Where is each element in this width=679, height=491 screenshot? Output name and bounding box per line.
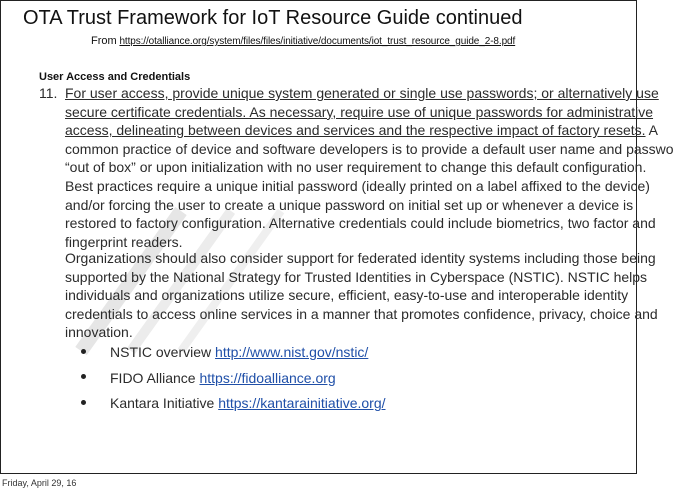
- kantara-link[interactable]: https://kantarainitiative.org/: [218, 395, 386, 411]
- paragraph-line: restored to factory configuration. Alternative credentials could include biometrics, two factor and: [65, 215, 656, 232]
- list-item: [81, 344, 386, 370]
- nstic-link[interactable]: http://www.nist.gov/nstic/: [215, 344, 369, 360]
- paragraph-line: fingerprint readers.: [65, 233, 183, 250]
- paragraph-line: 11. For user access, provide unique system generated or single use passwords; or alternatively use: [39, 85, 659, 101]
- list-item: [81, 370, 386, 396]
- bullet-icon: [81, 400, 86, 405]
- paragraph-line: and/or forcing the user to create a unique password on initial set up or whenever a device is: [65, 196, 634, 213]
- paragraph-line: “out of box” or upon initialization with no user requirement to change this default configuration.: [65, 159, 647, 176]
- paragraph-line: credentials to access online services in a manner that promotes confidence, privacy, choice and: [65, 305, 658, 322]
- paragraph-line: common practice of device and software developers is to provide a default user name and passwo: [65, 140, 674, 157]
- bullet-icon: [81, 374, 86, 379]
- footer-date: Friday, April 29, 16: [2, 478, 77, 488]
- bullet-icon: [81, 349, 86, 354]
- fido-link[interactable]: https://fidoalliance.org: [199, 369, 336, 386]
- paragraph-line: Organizations should also consider support for federated identity systems including those being: [65, 250, 656, 266]
- resource-link-list: [81, 344, 386, 421]
- list-item: [81, 395, 386, 421]
- bullet-label: FIDO Alliance: [110, 369, 196, 386]
- paragraph-line: secure certificate credentials. As necessary, require use of unique passwords for administrative: [65, 103, 654, 120]
- section-heading: User Access and Credentials: [39, 71, 191, 83]
- paragraph-line: access, delineating between devices and services and the respective impact of factory resets. A: [65, 122, 658, 139]
- source-url-link[interactable]: https://otalliance.org/system/files/files/initiative/documents/iot_trust_resource_guide_2-8.pdf: [119, 36, 516, 47]
- paragraph-federated-identity: [65, 249, 658, 342]
- paragraph-line: individuals and organizations utilize secure, efficient, easy-to-use and interoperable identity: [65, 287, 629, 304]
- paragraph-credentials: [39, 84, 679, 251]
- bullet-label: Kantara Initiative: [110, 395, 215, 411]
- paragraph-line: supported by the National Strategy for Trusted Identities in Cyberspace (NSTIC). NSTIC helps: [65, 268, 648, 285]
- paragraph-line: innovation.: [65, 324, 133, 341]
- source-label: From: [91, 35, 117, 47]
- item-number: 11.: [39, 85, 58, 101]
- source-line: [91, 35, 515, 47]
- slide-title: OTA Trust Framework for IoT Resource Guide continued: [23, 7, 523, 29]
- bullet-label: NSTIC overview: [110, 344, 212, 360]
- paragraph-line: Best practices require a unique initial password (ideally printed on a label affixed to the device): [65, 177, 650, 194]
